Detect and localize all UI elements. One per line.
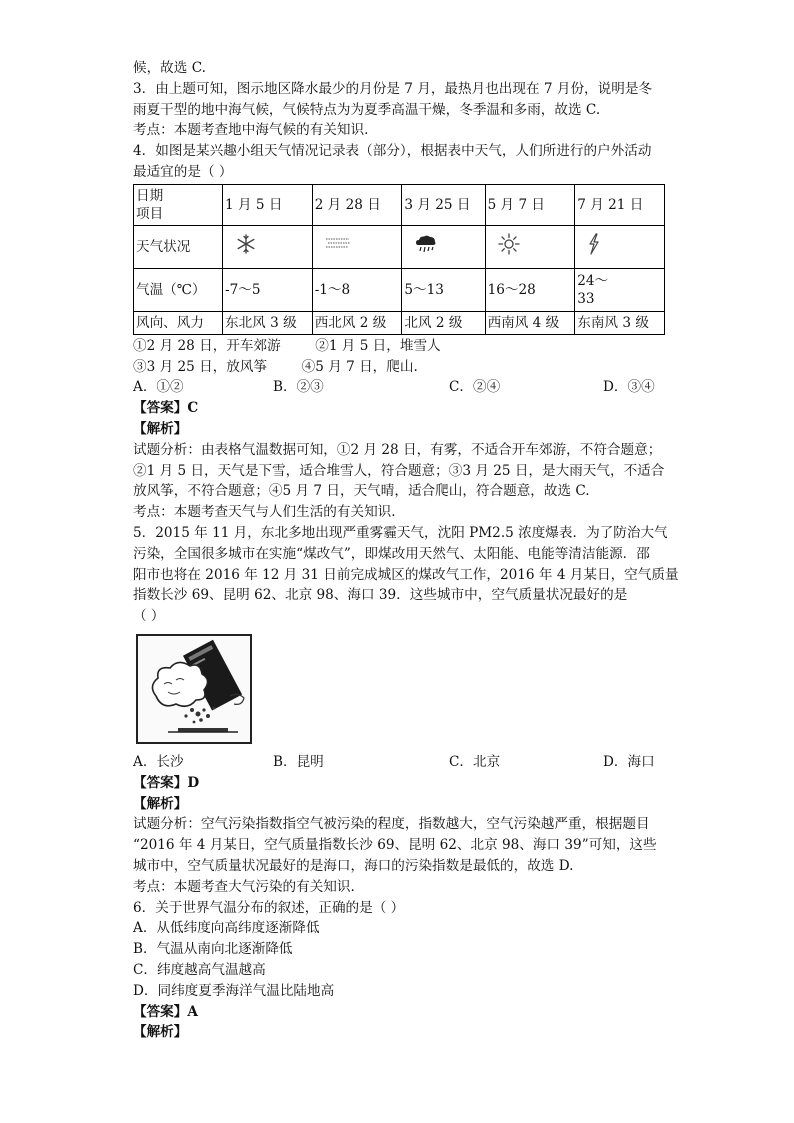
date-cell: 1 月 5 日: [223, 184, 313, 225]
fog-icon: [325, 236, 351, 257]
text-line: 雨夏干型的地中海气候，气候特点为为夏季高温干燥，冬季温和多雨，故选 C.: [133, 101, 601, 118]
option-b: B．昆明: [273, 753, 324, 770]
sunny-icon: [498, 233, 520, 260]
question-5-options: [133, 752, 665, 773]
text-line: 候，故选 C.: [133, 60, 206, 76]
row-label: 气温（℃）: [134, 268, 223, 311]
weather-record-table: [133, 184, 665, 335]
analysis-line: 考点：本题考查天气与人们生活的有关知识.: [133, 504, 396, 521]
wind-cell: 西北风 2 级: [312, 311, 402, 334]
wind-cell: 东北风 3 级: [223, 311, 313, 334]
heavy-rain-icon: [414, 233, 438, 260]
analysis-line: 放风筝，不符合题意；④5 月 7 日，天气晴，适合爬山，符合题意，故选 C.: [133, 483, 590, 500]
date-cell: 5 月 7 日: [485, 184, 575, 225]
weather-cell: [485, 225, 575, 268]
text-line: 3．由上题可知，图示地区降水最少的月份是 7 月，最热月也出现在 7 月份，说明是冬: [133, 80, 653, 97]
temp-value: 24～: [577, 272, 609, 289]
thunder-icon: [587, 233, 601, 260]
table-row: [134, 311, 665, 334]
analysis-line: 试题分析：由表格气温数据可知，①2 月 28 日，有雾，不适合开车郊游，不符合题意；: [133, 441, 662, 458]
analysis-line: “2016 年 4 月某日，空气质量指数长沙 69、昆明 62、北京 98、海口 39”可知，这些: [133, 837, 657, 854]
option-a: A．长沙: [133, 753, 184, 770]
answer-label: 【答案】C: [133, 400, 199, 417]
answer-label: 【答案】A: [133, 1003, 198, 1020]
temp-cell: 5～13: [402, 268, 485, 311]
table-row: [134, 225, 665, 268]
option-c: C．②④: [449, 379, 501, 396]
row-label: 天气状况: [134, 225, 223, 268]
question-4-options: [133, 377, 665, 398]
analysis-line: 城市中，空气质量状况最好的是海口，海口的污染指数是最低的，故选 D.: [133, 857, 574, 874]
question-5-stem: 指数长沙 69、昆明 62、北京 98、海口 39．这些城市中，空气质量状况最好的是: [133, 587, 628, 604]
question-4-item: ③3 月 25 日，放风筝 ④5 月 7 日，爬山.: [133, 358, 418, 375]
option-b: B．气温从南向北逐渐降低: [133, 941, 293, 958]
temp-cell: [575, 268, 665, 311]
option-c: C．北京: [449, 753, 501, 770]
date-cell: 3 月 25 日: [402, 184, 485, 225]
question-4-stem: 最适宜的是（ ）: [133, 163, 233, 180]
text-line: 考点：本题考查地中海气候的有关知识.: [133, 122, 369, 139]
answer-label: 【答案】D: [133, 774, 200, 791]
table-row: [134, 184, 665, 225]
analysis-label: 【解析】: [133, 420, 188, 437]
question-5-stem: （ ）: [133, 608, 165, 625]
option-a: A．①②: [133, 379, 184, 396]
question-4-item: ①2 月 28 日，开车郊游 ②1 月 5 日，堆雪人: [133, 337, 441, 354]
analysis-label: 【解析】: [133, 795, 188, 812]
pollution-cartoon-illustration: [136, 634, 252, 744]
date-cell: 7 月 21 日: [575, 184, 665, 225]
table-header-cell: [134, 184, 223, 225]
wind-cell: 北风 2 级: [402, 311, 485, 334]
analysis-label: 【解析】: [133, 1024, 188, 1041]
option-d: D．③④: [603, 379, 655, 396]
header-date-label: 日期: [136, 187, 164, 204]
weather-cell: [312, 225, 402, 268]
question-5-stem: 阳市也将在 2016 年 12 月 31 日前完成城区的煤改气工作，2016 年 4 月某日，空气质量: [133, 566, 679, 583]
temp-value: 33: [577, 290, 595, 307]
option-a: A．从低纬度向高纬度逐渐降低: [133, 920, 320, 937]
option-d: D．同纬度夏季海洋气温比陆地高: [133, 982, 335, 999]
option-c: C．纬度越高气温越高: [133, 961, 266, 978]
option-d: D．海口: [603, 753, 655, 770]
question-6-stem: 6．关于世界气温分布的叙述，正确的是（ ）: [133, 899, 405, 916]
temp-cell: -7～5: [223, 268, 313, 311]
table-row: [134, 268, 665, 311]
wind-cell: 西南风 4 级: [485, 311, 575, 334]
option-b: B．②③: [273, 379, 324, 396]
wind-cell: 东南风 3 级: [575, 311, 665, 334]
row-label: 风向、风力: [134, 311, 223, 334]
analysis-line: 试题分析：空气污染指数指空气被污染的程度，指数越大，空气污染越严重，根据题目: [133, 816, 650, 833]
date-cell: 2 月 28 日: [312, 184, 402, 225]
analysis-line: 考点：本题考查大气污染的有关知识.: [133, 878, 355, 895]
question-5-stem: 5．2015 年 11 月，东北多地出现严重雾霾天气，沈阳 PM2.5 浓度爆表．为了防治大气: [133, 524, 668, 541]
analysis-line: ②1 月 5 日，天气是下雪，适合堆雪人，符合题意；③3 月 25 日，是大雨天气，不适合: [133, 462, 665, 479]
weather-cell: [402, 225, 485, 268]
question-4-stem: 4．如图是某兴趣小组天气情况记录表（部分），根据表中天气，人们所进行的户外活动: [133, 143, 652, 160]
header-item-label: 项目: [136, 205, 164, 222]
weather-cell: [223, 225, 313, 268]
question-5-stem: 污染，全国很多城市在实施“煤改气”，即煤改用天然气、太阳能、电能等清洁能源．邵: [133, 545, 650, 562]
snow-icon: [235, 233, 257, 260]
temp-cell: 16～28: [485, 268, 575, 311]
temp-cell: -1～8: [312, 268, 402, 311]
weather-cell: [575, 225, 665, 268]
document-page: [133, 58, 679, 1043]
